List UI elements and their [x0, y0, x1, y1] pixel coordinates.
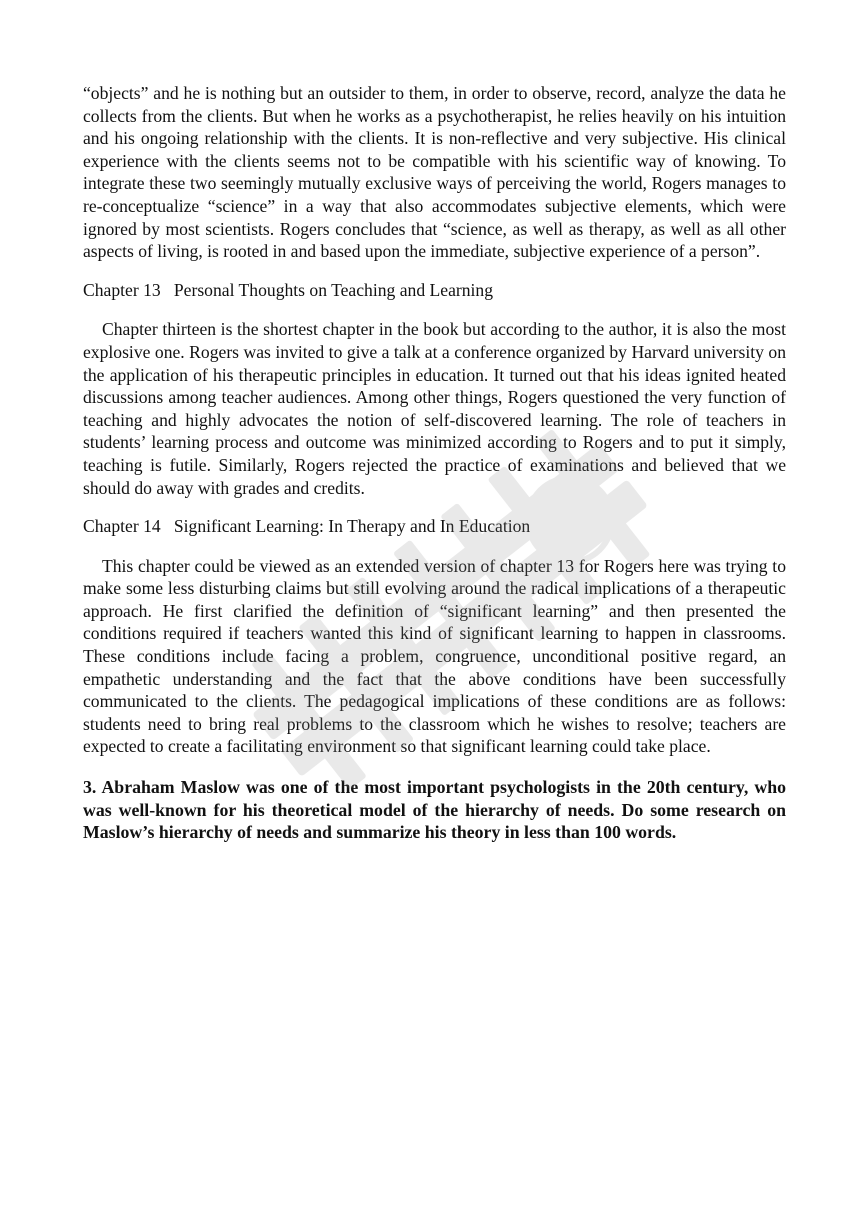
document-page: [83, 82, 786, 844]
chapter-13-heading: Chapter 13 Personal Thoughts on Teaching and Learning: [83, 279, 494, 300]
question-3: 3. Abraham Maslow was one of the most important psychologists in the 20th century, who was well-known for his theoretical model of the hierarchy of needs. Do some research on Maslow’s hierarchy of needs and summarize his theory in less than 100 words.: [83, 777, 786, 843]
chapter-13-paragraph: Chapter thirteen is the shortest chapter in the book but according to the author, it is also the most explosive one. Rogers was invited to give a talk at a conference organized by Harvard university on the application of his therapeutic principles in education. It turned out that his ideas ignited heated discussions among teacher audiences. Among other things, Rogers questioned the very function of teaching and highly advocates the notion of self-discovered learning. The role of teachers in students’ learning process and outcome was minimized according to Rogers and to put it simply, teaching is futile. Similarly, Rogers rejected the practice of examinations and believed that we should do away with grades and credits.: [83, 319, 786, 498]
chapter-14-heading: Chapter 14 Significant Learning: In Therapy and In Education: [83, 516, 531, 537]
intro-paragraph: “objects” and he is nothing but an outsider to them, in order to observe, record, analyze the data he collects from the clients. But when he works as a psychotherapist, he relies heavily on his intuition and his ongoing relationship with the clients. It is non-reflective and very subjective. His clinical experience with the clients seems not to be compatible with his scientific way of knowing. To integrate these two seemingly mutually exclusive ways of perceiving the world, Rogers manages to re-conceptualize “science” in a way that also accommodates subjective elements, which were ignored by most scientists. Rogers concludes that “science, as well as therapy, as well as all other aspects of living, is rooted in and based upon the immediate, subjective experience of a person”.: [83, 83, 786, 262]
chapter-14-paragraph: This chapter could be viewed as an extended version of chapter 13 for Rogers here was trying to make some less disturbing claims but still evolving around the radical implications of a therapeutic approach. He first clarified the definition of “significant learning” and then presented the conditions required if teachers wanted this kind of significant learning to happen in classrooms. These conditions include facing a problem, congruence, unconditional positive regard, an empathetic understanding and the fact that the above conditions have been successfully communicated to the clients. The pedagogical implications of these conditions are as follows: students need to bring real problems to the classroom which he wishes to resolve; teachers are expected to create a facilitating environment so that significant learning could take place.: [83, 555, 786, 757]
